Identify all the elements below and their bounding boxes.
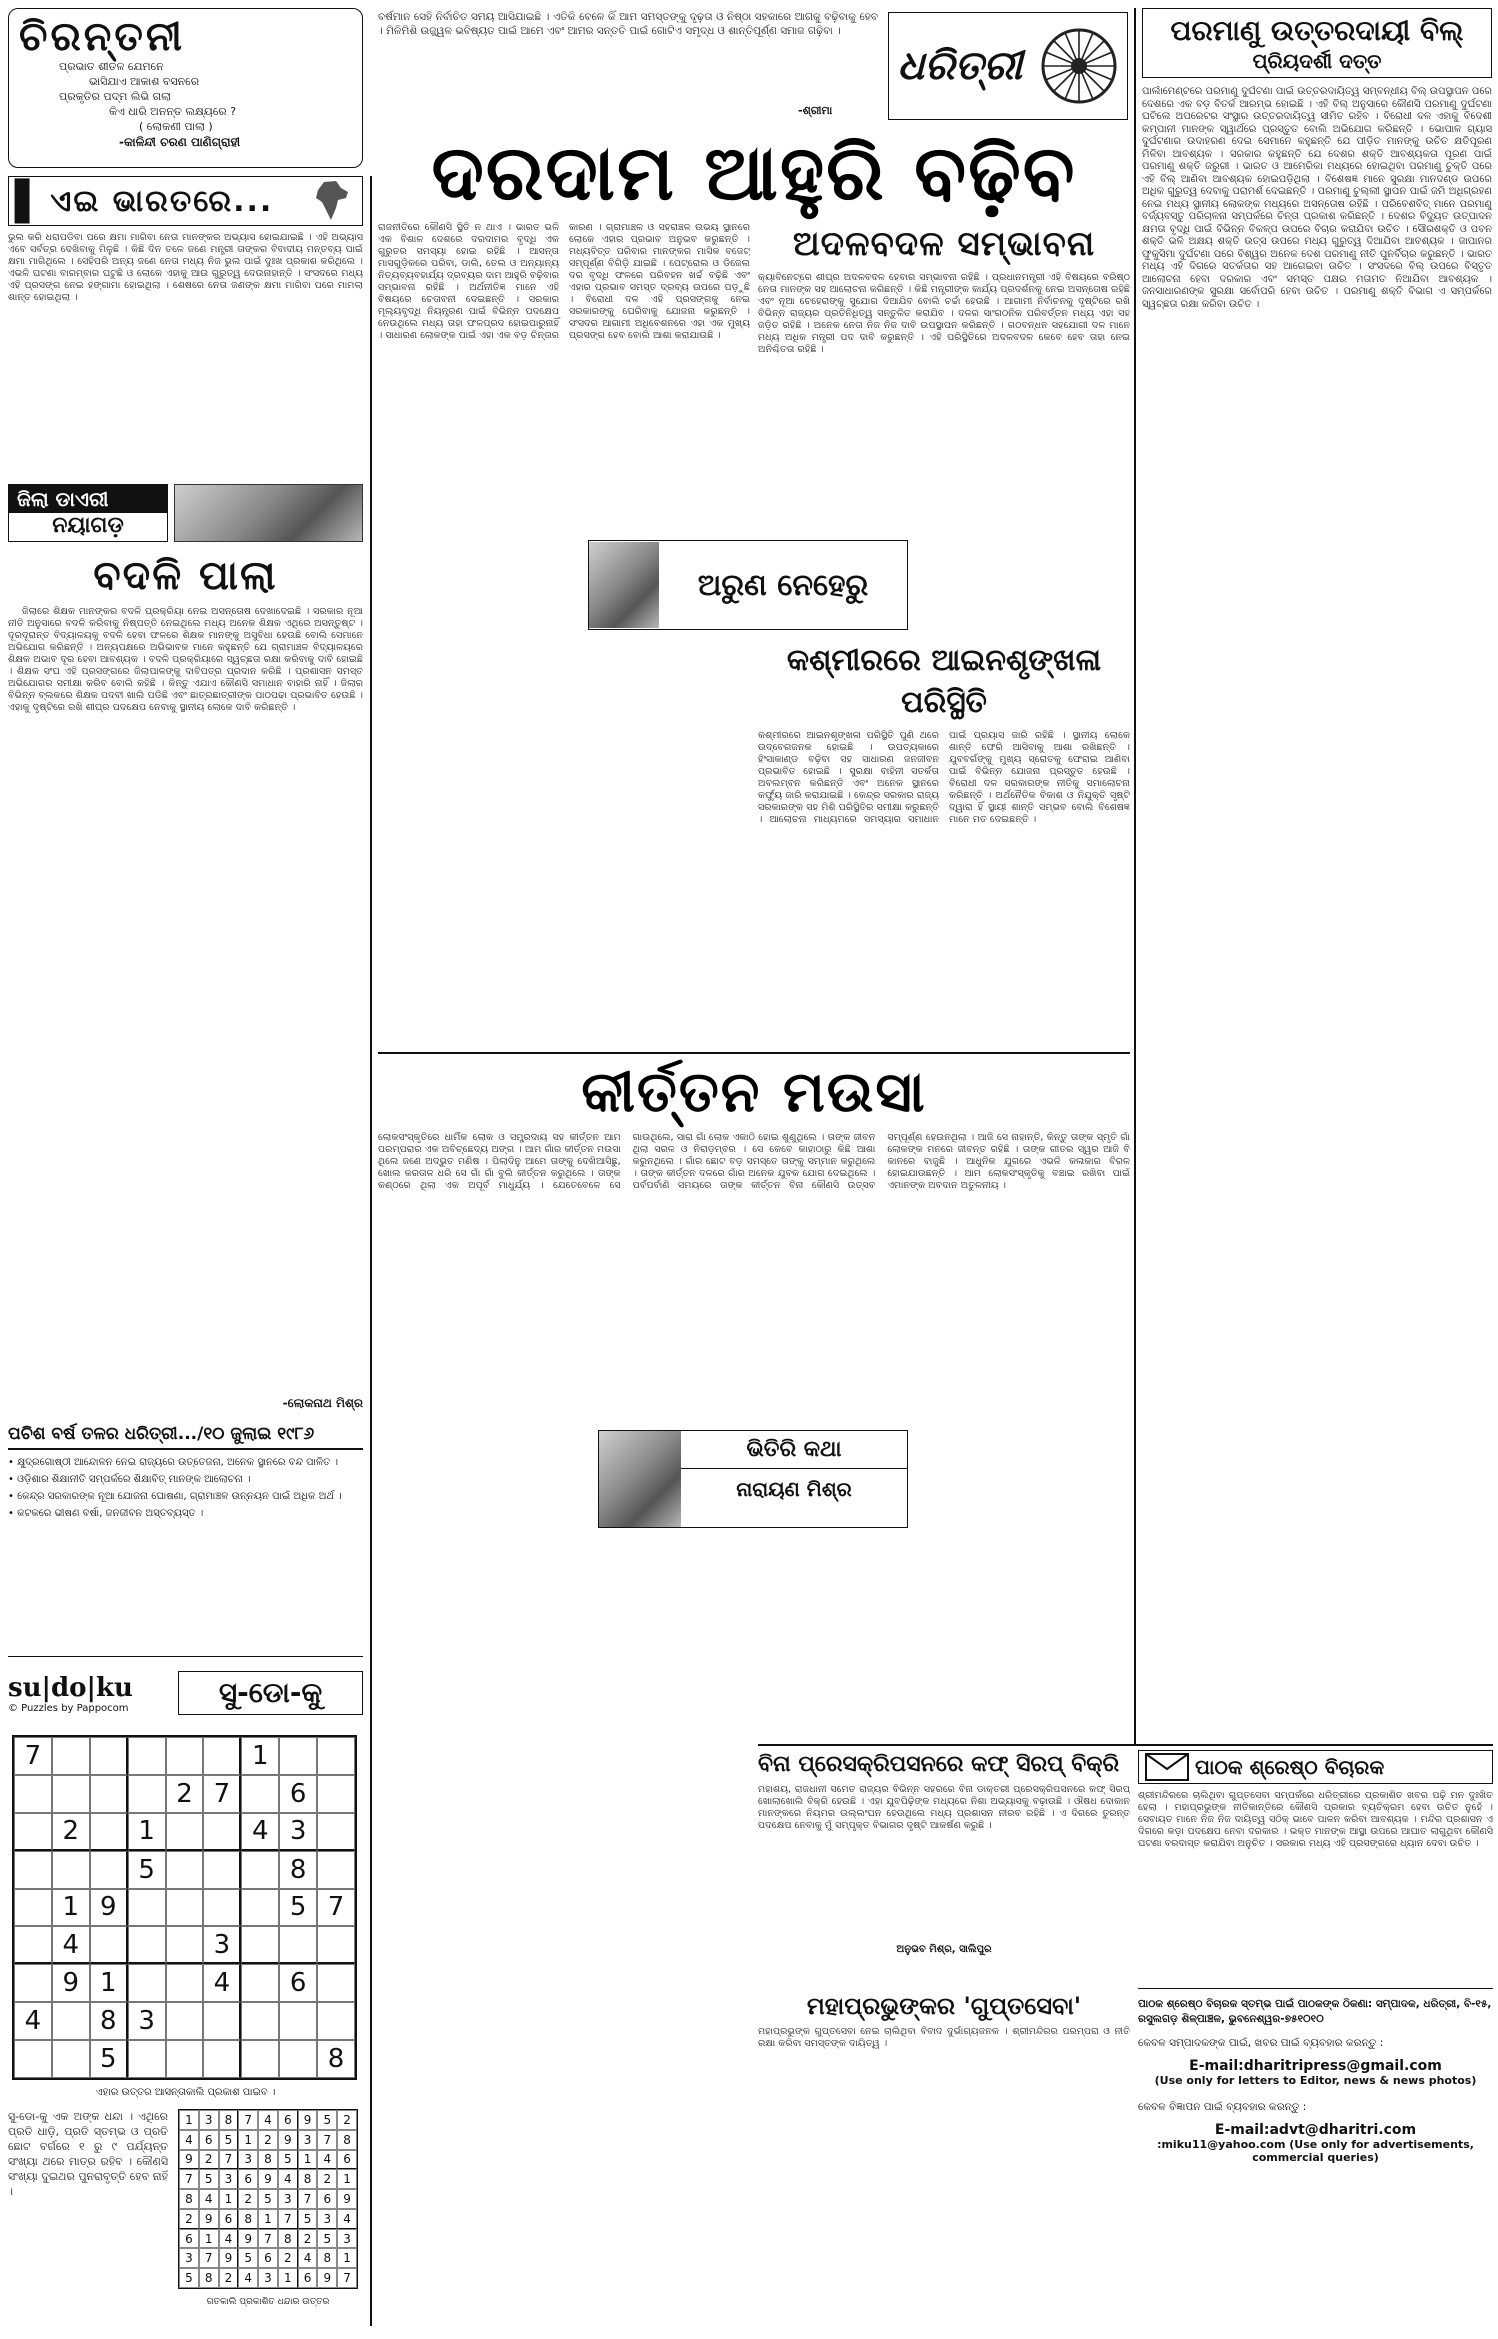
kashmir-headline: କଶ୍ମୀରରେ ଆଇନଶୃଙ୍ଖଳା ପରିସ୍ଥିତି [786,643,1102,720]
sudoku-cell: 2 [52,1813,90,1851]
sudoku-cell [279,1737,317,1775]
adala-headline: ଅଦଳବଦଳ ସମ୍ଭାବନା [792,224,1096,264]
sudoku-cell: 2 [179,2209,199,2229]
sudoku-cell [128,2040,166,2078]
sudoku-cell: 9 [337,2189,357,2209]
pachisha-item: • କଟକରେ ଭୀଷଣ ବର୍ଷା, ଜନଜୀବନ ଅସ୍ତବ୍ୟସ୍ତ । [8,1508,204,1519]
sudoku-cell [14,1926,52,1964]
sudoku-header [8,1663,363,1723]
sudoku-prev-label: ଗତକାଲି ପ୍ରକାଶିତ ଧନ୍ଦାର ଉତ୍ତର [206,2297,330,2307]
sudoku-cell: 5 [298,2209,318,2229]
right-headline: ପରମାଣୁ ଉତ୍ତରଦାୟୀ ବିଲ୍ [1170,14,1464,47]
sudoku-cell [52,1775,90,1813]
sudoku-cell: 4 [241,1813,279,1851]
sudoku-cell [317,1851,355,1889]
sudoku-cell [166,1851,204,1889]
sudoku-title: ସୁ-ଡୋ-କୁ [178,1671,363,1715]
lead-body-text: ରାଜନୀତିରେ କୌଣସି ସ୍ଥିତି ନ ଥାଏ । ଭାରତ ଭଳି ଏକ ବିଶାଳ ଦେଶରେ ଦରଦାମର ବୃଦ୍ଧି ଏକ ଗୁରୁତର ସମସ୍ୟା ହୋଇ ରହିଛି । ଆସନ୍ତା ମାସଗୁଡ଼ିକରେ ପରିବା, ଡାଲି, ତେଲ ଓ ଅନ୍ୟାନ୍ୟ ନିତ୍ୟବ୍ୟବହାର୍ଯ୍ୟ ଦ୍ରବ୍ୟର ଦାମ ଆହୁରି ବଢ଼ିବାର ସମ୍ଭାବନା ରହିଛି । ଅର୍ଥନୀତିଜ୍ଞ ମାନେ ଏହି ବିଷୟରେ ଚେତାବନୀ ଦେଇଛନ୍ତି । ସରକାର ମୂଲ୍ୟବୃଦ୍ଧି ନିୟନ୍ତ୍ରଣ ପାଇଁ ବିଭିନ୍ନ ପଦକ୍ଷେପ ନେଉଥିଲେ ମଧ୍ୟ ତାହା ଫଳପ୍ରଦ ହୋଇପାରୁନାହିଁ । ସାଧାରଣ ଲୋକଙ୍କ ପାଇଁ ଏହା ଏକ ବଡ଼ ଚିନ୍ତାର କାରଣ । ଗ୍ରାମାଞ୍ଚଳ ଓ ସହରାଞ୍ଚଳ ଉଭୟ ସ୍ଥାନରେ ଲୋକେ ଏହାର ପ୍ରଭାବ ଅନୁଭବ କରୁଛନ୍ତି । ମଧ୍ୟବିତ୍ତ ପରିବାର ମାନଙ୍କର ମାସିକ ବଜେଟ୍ ସମ୍ପୂର୍ଣ୍ଣ ବିଗିଡ଼ି ଯାଇଛି । ପେଟ୍ରୋଲ ଓ ଡିଜେଲ ଦର ବୃଦ୍ଧି ଫଳରେ ପରିବହନ ଖର୍ଚ୍ଚ ବଢ଼ିଛି ଏବଂ ଏହାର ପ୍ରଭାବ ସମସ୍ତ ଦ୍ରବ୍ୟ ଉପରେ ପଡ଼ୁଛି । ବିରୋଧୀ ଦଳ ଏହି ପ୍ରସଙ୍ଗକୁ ନେଇ ସରକାରଙ୍କୁ ଘେରିବାକୁ ଯୋଜନା କରୁଛନ୍ତି । ସଂସଦର ଆଗାମୀ ଅଧିବେଶନରେ ଏହା ଏକ ମୁଖ୍ୟ ପ୍ରସଙ୍ଗ ହେବ ବୋଲି ଆଶା କରାଯାଉଛି । [378,222,750,341]
adala-body: କ୍ୟାବିନେଟ୍‌ରେ ଶୀଘ୍ର ଅଦଳବଦଳ ହେବାର ସମ୍ଭାବନା ରହିଛି । ପ୍ରଧାନମନ୍ତ୍ରୀ ଏହି ବିଷୟରେ ବରିଷ୍ଠ ନେତା ମାନଙ୍କ ସହ ଆଲୋଚନା କରିଛନ୍ତି । କିଛି ମନ୍ତ୍ରୀଙ୍କ କାର୍ଯ୍ୟ ପ୍ରଦର୍ଶନକୁ ନେଇ ଅସନ୍ତୋଷ ରହିଛି ଏବଂ ନୂଆ ଚେହେରାଙ୍କୁ ସୁଯୋଗ ଦିଆଯିବ ବୋଲି ଚର୍ଚ୍ଚା ହେଉଛି । ଆଗାମୀ ନିର୍ବାଚନକୁ ଦୃଷ୍ଟିରେ ରଖି ବିଭିନ୍ନ ରାଜ୍ୟର ପ୍ରତିନିଧିତ୍ୱ ସନ୍ତୁଳିତ କରାଯିବ । ଦଳର ସାଂଗଠନିକ ପରିବର୍ତ୍ତନ ମଧ୍ୟ ଏହା ସହ ଜଡ଼ିତ ରହିଛି । ଅନେକ ନେତା ନିଜ ନିଜ ଦାବି ଉପସ୍ଥାପନ କରିଛନ୍ତି । ଗଠବନ୍ଧନ ସହଯୋଗୀ ଦଳ ମାନେ ମଧ୍ୟ ଅଧିକ ମନ୍ତ୍ରୀ ପଦ ଦାବି କରୁଛନ୍ତି । ଏହି ପରିସ୍ଥିତିରେ ଅଦଳବଦଳ କେବେ ହେବ ତାହା ନେଇ ଅନିଶ୍ଚିତତା ରହିଛି । [758,272,1130,355]
contact-section [1138,1988,1493,2332]
pachisha-title: ପଚିଶ ବର୍ଷ ତଳର ଧରିତ୍ରୀ.../୧୦ ଜୁଲାଇ ୧୯୮୬ [8,1424,363,1450]
chirantani-line: କିଏ ଧାରି ଅନନ୍ତ ଲକ୍ଷ୍ୟରେ ? [109,105,237,118]
contact-email1: E-mail:dharitripress@gmail.com [1189,2058,1442,2074]
sudoku-cell: 5 [179,2268,199,2288]
sudoku-cell [317,1775,355,1813]
sudoku-cell: 1 [258,2209,278,2229]
sudoku-cell: 2 [317,2169,337,2189]
sudoku-cell [52,2002,90,2040]
sudoku-cell: 3 [278,2189,298,2209]
byline-photo [589,542,659,628]
zilla-diary-title: ଜିଲା ଡାଏରୀ [9,485,167,513]
kirtana-byline: ନାରାୟଣ ମିଶ୍ର [736,1477,852,1501]
sudoku-cell: 8 [317,2040,355,2078]
lead-byline: ଅରୁଣ ନେହେରୁ [697,567,869,603]
sudoku-grid [12,1735,357,2080]
sudoku-cell [166,1813,204,1851]
zilla-diary-section [8,484,363,544]
pathaka-headline: ପାଠକ ଶ୍ରେଷ୍ଠ ବିଚାରକ [1195,1755,1385,1779]
wheel-logo-icon [1039,26,1119,106]
sudoku-cell: 1 [337,2248,357,2268]
sudoku-cell [241,1851,279,1889]
sudoku-cell: 7 [337,2268,357,2288]
badali-pala-body: ଜିଲାରେ ଶିକ୍ଷକ ମାନଙ୍କର ବଦଳି ପ୍ରକ୍ରିୟା ନେଇ ଅସନ୍ତୋଷ ଦେଖାଦେଇଛି । ସରକାର ନୂଆ ନୀତି ଅନୁସାରେ ବଦଳି କରିବାକୁ ନିଷ୍ପତ୍ତି ନେଇଥିଲେ ମଧ୍ୟ ଅନେକ ଶିକ୍ଷକ ଏଥିରେ ଅସନ୍ତୁଷ୍ଟ । ଦୂରଦୂରାନ୍ତ ବିଦ୍ୟାଳୟକୁ ବଦଳି ହେବା ଫଳରେ ଶିକ୍ଷକ ମାନଙ୍କୁ ଅସୁବିଧା ହେଉଛି ବୋଲି ସେମାନେ ଅଭିଯୋଗ କରିଛନ୍ତି । ଅନ୍ୟପକ୍ଷରେ ଅଭିଭାବକ ମାନେ କହୁଛନ୍ତି ଯେ ଗ୍ରାମାଞ୍ଚଳ ବିଦ୍ୟାଳୟରେ ଶିକ୍ଷକ ଅଭାବ ଦୂର ହେବା ଆବଶ୍ୟକ । ବଦଳି ପ୍ରକ୍ରିୟାରେ ସ୍ୱଚ୍ଛତା ରକ୍ଷା କରିବାକୁ ଦାବି ହୋଇଛି । ଶିକ୍ଷକ ସଂଘ ଏହି ପ୍ରସଙ୍ଗରେ ଜିଲାପାଳଙ୍କୁ ଦାବିପତ୍ର ପ୍ରଦାନ କରିଛି । ପ୍ରଶାସନ ସମସ୍ତ ଅଭିଯୋଗର ସମୀକ୍ଷା କରିବ ବୋଲି କହିଛି । କିନ୍ତୁ ଏଯାଏ କୌଣସି ସମାଧାନ ବାହାରି ନାହିଁ । ଜିଲାର ବିଭିନ୍ନ ବ୍ଲକରେ ଶିକ୍ଷକ ପଦବୀ ଖାଲି ପଡିଛି ଏବଂ ଛାତ୍ରଛାତ୍ରୀଙ୍କ ପାଠପଢା ପ୍ରଭାବିତ ହେଉଛି । ଏହାକୁ ଦୃଷ୍ଟିରେ ରଖି ଶୀଘ୍ର ପଦକ୍ଷେପ ନେବାକୁ ସ୍ଥାନୀୟ ଲୋକେ ଦାବି କରିଛନ୍ତି । [8,606,363,713]
sudoku-cell [241,2002,279,2040]
contact-label1: କେବଳ ସମ୍ପାଦକଙ୍କ ପାଇଁ, ଖବର ପାଇଁ ବ୍ୟବହାର କରନ୍ତୁ : [1138,2037,1384,2049]
sudoku-cell: 7 [258,2229,278,2249]
bracket-left-icon: ▌ [15,179,45,223]
sudoku-cell: 4 [298,2248,318,2268]
sudoku-cell [52,2040,90,2078]
kirtana-byline-text [681,1431,907,1527]
contact-email3: :miku11@yahoo.com (Use only for advertisements, commercial queries) [1157,2138,1474,2164]
sudoku-cell: 4 [317,2150,337,2170]
sudoku-cell: 6 [317,2189,337,2209]
dharitri-logo-text: ଧରିତ୍ରୀ [897,43,1023,89]
ei-bharatare-title: ଏଇ ଭାରତରେ... [50,183,274,219]
sudoku-cell: 5 [258,2189,278,2209]
sudoku-cell: 9 [219,2248,239,2268]
sudoku-cell: 5 [238,2248,258,2268]
sudoku-cell [14,1813,52,1851]
sudoku-cell: 9 [258,2169,278,2189]
sudoku-cell: 8 [298,2169,318,2189]
column-rule [370,176,372,2326]
lead-byline-box [588,540,908,630]
pachisha-item: • କେନ୍ଦ୍ର ସରକାରଙ୍କ ନୂଆ ଯୋଜନା ଘୋଷଣା, ଗ୍ରାମାଞ୍ଚଳ ଉନ୍ନୟନ ପାଇଁ ଅଧିକ ଅର୍ଥ । [8,1491,342,1502]
sudoku-cell: 3 [317,2209,337,2229]
sudoku-cell: 5 [279,1889,317,1927]
sudoku-cell: 4 [14,2002,52,2040]
envelope-icon [1145,1753,1189,1781]
sudoku-cell [128,1964,166,2002]
sudoku-brand-box [8,1673,178,1714]
chirantani-line: ପ୍ରକୃତିର ପଦ୍ମ ଲିଭି ଗଲା [59,90,171,103]
sudoku-cell [317,1926,355,1964]
chirantani-title: ଚିରନ୍ତନୀ [19,14,186,60]
sudoku-cell: 4 [203,1964,241,2002]
sudoku-cell: 6 [219,2209,239,2229]
kirtana-body-text: ଲୋକସଂସ୍କୃତିରେ ଧାର୍ମିକ ଲୋକ ଓ ସମ୍ପ୍ରଦାୟ ସହ କୀର୍ତ୍ତନ ଆମ ପରମ୍ପରାର ଏକ ଅବିଚ୍ଛେଦ୍ୟ ଅଙ୍ଗ । ଆମ ଗାଁର କୀର୍ତ୍ତନ ମଉସା ଥିଲେ ଜଣେ ଅଦ୍ଭୁତ ମଣିଷ । ପିଲାଦିନୁ ଆମେ ତାଙ୍କୁ ଦେଖିଆସିଛୁ, ଖୋଲ କରତାଳ ଧରି ସେ ଗାଁ ଗାଁ ବୁଲି କୀର୍ତ୍ତନ କରୁଥିଲେ । ତାଙ୍କ କଣ୍ଠରେ ଥିଲା ଏକ ଅପୂର୍ବ ମାଧୁର୍ଯ୍ୟ । ଯେତେବେଳେ ସେ ଗାଉଥିଲେ, ସାରା ଗାଁ ଲୋକ ଏକାଠି ହୋଇ ଶୁଣୁଥିଲେ । ତାଙ୍କ ଜୀବନ ଥିଲା ସରଳ ଓ ନିରାଡ଼ମ୍ବର । ସେ କେବେ କାହାଠାରୁ କିଛି ଆଶା କରୁନଥିଲେ । ଗାଁର ଛୋଟ ବଡ଼ ସମସ୍ତେ ତାଙ୍କୁ ସମ୍ମାନ କରୁଥିଲେ । ତାଙ୍କ କୀର୍ତ୍ତନ ଦଳରେ ଗାଁର ଅନେକ ଯୁବକ ଯୋଗ ଦେଇଥିଲେ । ପର୍ବପର୍ବାଣି ସମୟରେ ତାଙ୍କ କୀର୍ତ୍ତନ ବିନା କୌଣସି ଉତ୍ସବ ସମ୍ପୂର୍ଣ୍ଣ ହେଉନଥିଲା । ଆଜି ସେ ନାହାନ୍ତି, କିନ୍ତୁ ତାଙ୍କ ସ୍ମୃତି ଗାଁ ଲୋକଙ୍କ ମନରେ ଜୀବନ୍ତ ରହିଛି । ତାଙ୍କ ଗୀତର ସ୍ୱର ଆଜି ବି କାନରେ ବାଜୁଛି । ଆଧୁନିକ ଯୁଗରେ ଏଭଳି କଳାକାର ବିରଳ ହୋଇଯାଉଛନ୍ତି । ଆମ ଲୋକସଂସ୍କୃତିକୁ ବଞ୍ଚାଇ ରଖିବା ପାଇଁ ଏମାନଙ୍କ ଅବଦାନ ଅତୁଳନୀୟ । [378,1132,1130,1191]
sudoku-cell: 7 [317,1889,355,1927]
sudoku-cell: 4 [337,2209,357,2229]
nayagarh-photo [174,484,363,542]
right-headline-box [1142,8,1492,78]
badali-pala-title: ବଦଳି ପାଲା [93,553,278,599]
masthead [378,8,1130,123]
sudoku-cell: 8 [219,2110,239,2130]
lead-headline: ଦରଦାମ ଆହୁରି ବଢ଼ିବ [431,128,1077,217]
sudoku-cell: 6 [199,2130,219,2150]
sudoku-cell: 9 [179,2150,199,2170]
sudoku-cell [241,1964,279,2002]
sudoku-cell [90,1926,128,1964]
sudoku-section [8,1656,363,2331]
sudoku-cell [241,1775,279,1813]
ei-bharatare-section [8,176,363,476]
sudoku-cell [90,1851,128,1889]
masthead-sig: -ଶ୍ରୀମା [798,104,833,117]
ei-bharatare-body: ଭୁଲ କରି ଧରାପଡିବା ପରେ କ୍ଷମା ମାଗିବା ନେତା ମାନଙ୍କର ଅଭ୍ୟାସ ହୋଇଯାଇଛି । ଏହି ଅଭ୍ୟାସ ଏବେ ସର୍ବତ୍ର ଦେଖିବାକୁ ମିଳୁଛି । କିଛି ଦିନ ତଳେ ଜଣେ ମନ୍ତ୍ରୀ ତାଙ୍କର ବିବାଦୀୟ ମନ୍ତବ୍ୟ ପାଇଁ କ୍ଷମା ମାଗିଥିଲେ । ସେହିପରି ଅନ୍ୟ ଜଣେ ନେତା ମଧ୍ୟ ନିଜ ଭୁଲ ପାଇଁ ଦୁଃଖ ପ୍ରକାଶ କରିଥିଲେ । ଏଭଳି ଘଟଣା ବାରମ୍ବାର ଘଟୁଛି ଓ ଲୋକେ ଏହାକୁ ଆଉ ଗୁରୁତ୍ୱ ଦେଉନାହାନ୍ତି । ସଂସଦରେ ମଧ୍ୟ ଏହି ପ୍ରସଙ୍ଗ ନେଇ ହଙ୍ଗାମା ହୋଇଥିଲା । ଶେଷରେ ନେତା ଜଣଙ୍କ କ୍ଷମା ମାଗିବା ପରେ ମାମଲା ଶାନ୍ତ ହୋଇଥିଲା । [8,232,363,303]
sudoku-cell: 3 [219,2169,239,2189]
sudoku-cell: 1 [337,2169,357,2189]
sudoku-cell: 3 [279,1813,317,1851]
kirtana-author-photo [599,1431,681,1527]
sudoku-cell: 3 [203,1926,241,1964]
masthead-intro: ବର୍ଷମାନ ସେହି ନିର୍ବାଚିତ ସମୟ ଆସିଯାଇଛି । ଏତିକି ବେଳେ କିଁ ଆମ ସମସ୍ତଙ୍କୁ ଦୃଢ଼ତା ଓ ନିଷ୍ଠା ସହକାରେ ଆଗକୁ ବଢ଼ିବାକୁ ହେବ । ମିଳିମିଶି ଉଜ୍ଜ୍ୱଳ ଭବିଷ୍ୟତ ପାଇଁ ଆମେ ଏବଂ ଆମର ସନ୍ତତି ପାଇଁ ଗୋଟିଏ ସମୃଦ୍ଧ ଓ ଶାନ୍ତିପୂର୍ଣ୍ଣ ସମାଜ ଗଢ଼ିବା । [378,11,878,37]
mahaprabhu-body: ମହାପ୍ରଭୁଙ୍କ ଗୁପ୍ତସେବା ନେଇ ଚାଲିଥିବା ବିବାଦ ଦୁର୍ଭାଗ୍ୟଜନକ । ଶ୍ରୀମନ୍ଦିରର ପରମ୍ପରା ଓ ନୀତି ରକ୍ଷା କରିବା ସମସ୍ତଙ୍କ ଦାୟିତ୍ୱ । [758,2026,1130,2049]
sudoku-cell [203,1813,241,1851]
sudoku-cell: 4 [258,2110,278,2130]
sudoku-cell: 6 [258,2248,278,2268]
sudoku-cell: 6 [179,2229,199,2249]
sudoku-cell: 7 [219,2150,239,2170]
sudoku-cell: 7 [298,2189,318,2209]
sudoku-cell: 3 [179,2248,199,2268]
contact-email2: E-mail:advt@dharitri.com [1214,2122,1417,2138]
mahaprabhu-section [758,1990,1130,2110]
sudoku-cell: 5 [278,2150,298,2170]
vina-signature: ଅନୁଭବ ମିଶ୍ର, ସାଲିପୁର [896,1944,992,1955]
badali-pala-section [8,552,363,1422]
sudoku-cell: 2 [238,2189,258,2209]
sudoku-cell [90,1737,128,1775]
sudoku-solution-grid [178,2109,358,2289]
sudoku-cell [166,1926,204,1964]
sudoku-cell: 8 [90,2002,128,2040]
pathaka-body: ଶ୍ରୀମନ୍ଦିରରେ ଚାଲିଥିବା ଗୁପ୍ତସେବା ସମ୍ପର୍କରେ ଧରିତ୍ରୀରେ ପ୍ରକାଶିତ ଖବର ପଢ଼ି ମନ ଦୁଃଖିତ ହେଲା । ମହାପ୍ରଭୁଙ୍କ ନୀତିକାନ୍ତିରେ କୌଣସି ପ୍ରକାର ବ୍ୟତିକ୍ରମ ହେବା ଉଚିତ ନୁହେଁ । ସେବାୟତ ମାନେ ନିଜ ନିଜ ଦାୟିତ୍ୱ ସଠିକ୍ ଭାବେ ପାଳନ କରିବା ଆବଶ୍ୟକ । ମନ୍ଦିର ପ୍ରଶାସନ ଏ ଦିଗରେ କଡ଼ା ପଦକ୍ଷେପ ନେବା ଦରକାର । ଭକ୍ତ ମାନଙ୍କ ଆସ୍ଥା ଉପରେ ଆଘାତ ଲାଗୁଥିବା କୌଣସି ଘଟଣା ବରଦାସ୍ତ କରାଯିବା ଅନୁଚିତ । ସରକାର ମଧ୍ୟ ଏହି ପ୍ରସଙ୍ଗରେ ଧ୍ୟାନ ଦେବା ଉଚିତ । [1138,1790,1493,1849]
sudoku-cell: 4 [199,2189,219,2209]
vina-body: ମହାଶୟ, ରାଜଧାନୀ ସମେତ ରାଜ୍ୟର ବିଭିନ୍ନ ସହରରେ ବିନା ଡାକ୍ତରୀ ପ୍ରେସକ୍ରିପସନରେ କଫ୍ ସିରପ୍ ଖୋଲାଖୋଲି ବିକ୍ରି ହେଉଛି । ଏହା ଯୁବପିଢ଼ିଙ୍କ ମଧ୍ୟରେ ନିଶା ଅଭ୍ୟାସକୁ ବଢ଼ାଉଛି । ଔଷଧ ଦୋକାନ ମାନଙ୍କରେ ନିୟମର ଉଲ୍ଲଂଘନ ହେଉଥିଲେ ମଧ୍ୟ ପ୍ରଶାସନ ନୀରବ ରହିଛି । ଏ ଦିଗରେ ତୁରନ୍ତ ପଦକ୍ଷେପ ନେବାକୁ ମୁଁ ସମ୍ପୃକ୍ତ ବିଭାଗର ଦୃଷ୍ଟି ଆକର୍ଷଣ କରୁଛି । [758,1784,1130,1831]
chirantani-line: ଭାସିଯାଏ ଆକାଶ ବସନରେ [89,75,200,88]
sudoku-cell: 1 [128,1813,166,1851]
sudoku-cell: 1 [90,1964,128,2002]
sudoku-cell [317,2002,355,2040]
sudoku-cell [14,2040,52,2078]
sudoku-cell: 2 [219,2268,239,2288]
sudoku-cell: 2 [258,2130,278,2150]
sudoku-cell: 9 [52,1964,90,2002]
sudoku-cell: 2 [199,2150,219,2170]
vina-section [758,1750,1130,1980]
sudoku-cell [128,1737,166,1775]
sudoku-cell: 1 [179,2110,199,2130]
pathaka-section [1138,1750,1493,1980]
sudoku-cell: 5 [317,2229,337,2249]
chirantani-box [8,8,363,168]
sudoku-cell [128,1775,166,1813]
kirtana-headline: କୀର୍ତ୍ତନ ମଉସା [581,1060,927,1125]
sudoku-cell [128,1889,166,1927]
sudoku-cell: 3 [298,2130,318,2150]
sudoku-cell: 7 [203,1775,241,1813]
right-byline: ପ୍ରିୟଦର୍ଶୀ ଦତ୍ତ [1252,49,1382,73]
sudoku-cell: 9 [199,2209,219,2229]
sudoku-cell [203,1889,241,1927]
sudoku-cell: 4 [52,1926,90,1964]
sudoku-cell: 6 [337,2150,357,2170]
sudoku-cell: 8 [337,2130,357,2150]
sudoku-cell: 1 [241,1737,279,1775]
pathaka-header [1138,1750,1493,1784]
ei-bharatare-header [8,176,363,226]
sudoku-cell: 1 [52,1889,90,1927]
sudoku-cell: 3 [337,2229,357,2249]
sudoku-cell [166,2040,204,2078]
sudoku-cell: 8 [179,2189,199,2209]
sudoku-cell: 8 [279,1851,317,1889]
sudoku-cell: 3 [238,2150,258,2170]
sudoku-cell: 1 [298,2150,318,2170]
sudoku-cell [203,2002,241,2040]
sudoku-cell: 4 [219,2229,239,2249]
sudoku-cell: 8 [238,2209,258,2229]
sudoku-cell [279,2002,317,2040]
sudoku-cell [166,2002,204,2040]
kirtana-column-title: ଭିତିରି କଥା [681,1431,907,1469]
sudoku-cell: 9 [317,2268,337,2288]
pachisha-item: • ଓଡ଼ିଶାର ଶିକ୍ଷାନୀତି ସମ୍ପର୍କରେ ଶିକ୍ଷାବିତ୍ ମାନଙ୍କ ଆଲୋଚନା । [8,1474,251,1485]
sudoku-cell: 5 [219,2130,239,2150]
sudoku-cell: 9 [90,1889,128,1927]
sudoku-cell [317,1737,355,1775]
sudoku-cell [317,1813,355,1851]
sudoku-cell: 7 [14,1737,52,1775]
kashmir-section [758,640,1130,1020]
sudoku-cell: 8 [278,2229,298,2249]
sudoku-brand-sub: © Puzzles by Pappocom [8,1702,129,1714]
sudoku-cell [241,1926,279,1964]
sudoku-cell: 7 [199,2248,219,2268]
sudoku-cell [203,1851,241,1889]
sudoku-cell: 5 [199,2169,219,2189]
sudoku-how-to: ସୁ-ଡୋ-କୁ ଏକ ଅଙ୍କ ଧନ୍ଦା । ଏଥିରେ ପ୍ରତି ଧାଡ଼ି, ପ୍ରତି ସ୍ତମ୍ଭ ଓ ପ୍ରତି ଛୋଟ ବର୍ଗରେ ୧ ରୁ ୯ ପର୍ଯ୍ୟନ୍ତ ସଂଖ୍ୟା ଥରେ ମାତ୍ର ରହିବ । କୌଣସି ସଂଖ୍ୟା ଦୁଇଥର ପୁନରାବୃତ୍ତି ହେବ ନାହିଁ । [8,2110,168,2198]
zilla-diary-label-box [8,484,168,542]
sudoku-cell [279,1926,317,1964]
sudoku-cell: 4 [278,2169,298,2189]
sudoku-cell [166,1737,204,1775]
badali-pala-byline: -ଲୋକନାଥ ମିଶ୍ର [282,1396,363,1410]
kirtana-byline-box [598,1430,908,1528]
sudoku-cell: 6 [238,2169,258,2189]
sudoku-cell: 1 [278,2268,298,2288]
sudoku-cell [166,1964,204,2002]
sudoku-cell: 3 [128,2002,166,2040]
sudoku-cell: 8 [258,2150,278,2170]
sudoku-cell: 4 [238,2268,258,2288]
zilla-diary-place: ନୟାଗଡ଼ [52,513,124,538]
section-rule [378,1052,1130,1054]
sudoku-cell [203,2040,241,2078]
sudoku-cell: 2 [166,1775,204,1813]
contact-intro: ପାଠକ ଶ୍ରେଷ୍ଠ ବିଚାରକ ସ୍ତମ୍ଭ ପାଇଁ ପାଠକଙ୍କ ଠିକଣା: ସମ୍ପାଦକ, ଧରିତ୍ରୀ, ବି-୧୫, ରସୁଲଗଡ଼ ଶିଳ୍ପାଞ୍ଚଳ, ଭୁବନେଶ୍ୱର-୭୫୧୦୧୦ [1138,1998,1492,2025]
chirantani-line: ପ୍ରଭାତ ଶୀତଳ ଯେମନେ [59,60,164,73]
sudoku-cell [14,1889,52,1927]
sudoku-cell: 6 [278,2110,298,2130]
sudoku-cell: 2 [278,2248,298,2268]
sudoku-cell [203,1737,241,1775]
sudoku-cell [52,1737,90,1775]
sudoku-cell: 1 [238,2130,258,2150]
india-map-icon [308,178,354,224]
chirantani-line: ( ଲୋକଣୀ ପାଲା ) [139,120,213,133]
sudoku-cell: 7 [317,2130,337,2150]
section-rule [758,1744,1493,1746]
sudoku-cell: 9 [278,2130,298,2150]
pachisha-section [8,1424,363,1649]
kashmir-body: କଶ୍ମୀରରେ ଆଇନଶୃଙ୍ଖଳା ପରିସ୍ଥିତି ପୁଣି ଥରେ ଉଦ୍‌ବେଗଜନକ ହୋଇଛି । ଉପତ୍ୟକାରେ ହିଂସାକାଣ୍ଡ ବଢ଼ିବା ସହ ସାଧାରଣ ଜନଜୀବନ ପ୍ରଭାବିତ ହୋଇଛି । ସୁରକ୍ଷା ବାହିନୀ ସତର୍କତା ଅବଲମ୍ବନ କରିଛନ୍ତି ଏବଂ ଅନେକ ସ୍ଥାନରେ କର୍ଫ୍ୟୁ ଜାରି କରାଯାଇଛି । କେନ୍ଦ୍ର ସରକାର ରାଜ୍ୟ ସରକାରଙ୍କ ସହ ମିଶି ପରିସ୍ଥିତିର ସମୀକ୍ଷା କରୁଛନ୍ତି । ଆଲୋଚନା ମାଧ୍ୟମରେ ସମସ୍ୟାର ସମାଧାନ ପାଇଁ ପ୍ରୟାସ ଜାରି ରହିଛି । ସ୍ଥାନୀୟ ଲୋକେ ଶାନ୍ତି ଫେରି ଆସିବାକୁ ଆଶା ରଖିଛନ୍ତି । ଯୁବବର୍ଗଙ୍କୁ ମୁଖ୍ୟ ସ୍ରୋତକୁ ଫେରାଇ ଆଣିବା ପାଇଁ ବିଭିନ୍ନ ଯୋଜନା ପ୍ରସ୍ତୁତ ହେଉଛି । ବିରୋଧୀ ଦଳ ସରକାରଙ୍କ ନୀତିକୁ ସମାଲୋଚନା କରିଛନ୍ତି । ଅର୍ଥନୈତିକ ବିକାଶ ଓ ନିଯୁକ୍ତି ସୃଷ୍ଟି ଦ୍ୱାରା ହିଁ ସ୍ଥାୟୀ ଶାନ୍ତି ସମ୍ଭବ ବୋଲି ବିଶେଷଜ୍ଞ ମାନେ ମତ ଦେଇଛନ୍ତି । [758,730,1130,825]
adala-section [758,222,1130,527]
sudoku-cell: 8 [317,2248,337,2268]
sudoku-cell: 2 [337,2110,357,2130]
sudoku-cell: 6 [279,1964,317,2002]
dharitri-logo [888,12,1128,120]
sudoku-cell: 7 [278,2209,298,2229]
sudoku-cell: 5 [317,2110,337,2130]
contact-note1: (Use only for letters to Editor, news & news photos) [1154,2074,1477,2087]
sudoku-cell: 7 [238,2110,258,2130]
chirantani-author: -କାଳିନ୍ଦୀ ଚରଣ ପାଣିଗ୍ରାହୀ [119,135,241,149]
sudoku-cell [52,1851,90,1889]
sudoku-cell: 6 [279,1775,317,1813]
sudoku-cell [90,1775,128,1813]
sudoku-cell [241,1889,279,1927]
sudoku-brand: su|do|ku [8,1672,133,1703]
sudoku-cell [166,1889,204,1927]
sudoku-cell: 3 [258,2268,278,2288]
sudoku-cell: 9 [298,2110,318,2130]
sudoku-cell: 7 [179,2169,199,2189]
pachisha-item: • କ୍ଷୁଦ୍ରଗୋଷ୍ଠୀ ଆନ୍ଦୋଳନ ନେଇ ରାଜ୍ୟରେ ଉତ୍ତେଜନା, ଅନେକ ସ୍ଥାନରେ ବନ୍ଦ ପାଳିତ । [8,1457,338,1468]
sudoku-cell: 1 [199,2229,219,2249]
sudoku-cell: 6 [298,2268,318,2288]
sudoku-cell [279,2040,317,2078]
sudoku-cell: 2 [298,2229,318,2249]
sudoku-cell [14,1964,52,2002]
sudoku-cell: 1 [219,2189,239,2209]
sudoku-cell [241,2040,279,2078]
contact-label2: କେବଳ ବିଜ୍ଞାପନ ପାଇଁ ବ୍ୟବହାର କରନ୍ତୁ : [1138,2101,1307,2113]
sudoku-cell: 9 [238,2229,258,2249]
sudoku-cell: 8 [199,2268,219,2288]
sudoku-cell [128,1926,166,1964]
right-column [1142,8,1492,1740]
mahaprabhu-headline: ମହାପ୍ରଭୁଙ୍କର 'ଗୁପ୍ତସେବା' [806,1992,1082,2020]
right-body: ପାର୍ଲାମେଣ୍ଟରେ ପରମାଣୁ ଦୁର୍ଘଟଣା ପାଇଁ ଉତ୍ତରଦାୟିତ୍ୱ ସମ୍ବନ୍ଧୀୟ ବିଲ୍ ଉପସ୍ଥାପନ ପରେ ଦେଶରେ ଏକ ବଡ଼ ବିତର୍କ ଆରମ୍ଭ ହୋଇଛି । ଏହି ବିଲ୍ ଅନୁସାରେ କୌଣସି ପରମାଣୁ ଦୁର୍ଘଟଣା ଘଟିଲେ ଅପରେଟର ସଂସ୍ଥାର ଉତ୍ତରଦାୟିତ୍ୱ ସୀମିତ ରହିବ । ବିରୋଧୀ ଦଳ ଏହାକୁ ବିଦେଶୀ କମ୍ପାନୀ ମାନଙ୍କ ସ୍ୱାର୍ଥରେ ପ୍ରସ୍ତୁତ ବୋଲି ଅଭିଯୋଗ କରିଛନ୍ତି । ଭୋପାଳ ଗ୍ୟାସ ଦୁର୍ଘଟଣାର ଉଦାହରଣ ଦେଇ ସେମାନେ କହୁଛନ୍ତି ଯେ ପୀଡ଼ିତ ମାନଙ୍କୁ ଉଚିତ କ୍ଷତିପୂରଣ ମିଳିବା ଆବଶ୍ୟକ । ସରକାର କହୁଛନ୍ତି ଯେ ଦେଶର ଶକ୍ତି ଆବଶ୍ୟକତା ପୂରଣ ପାଇଁ ପରମାଣୁ ଶକ୍ତି ଜରୁରୀ । ଭାରତ ଓ ଆମେରିକା ମଧ୍ୟରେ ହୋଇଥିବା ପରମାଣୁ ଚୁକ୍ତି ପରେ ଏହି ବିଲ୍ ଆଣିବା ଆବଶ୍ୟକ ହୋଇପଡ଼ିଥିଲା । ବିଶେଷଜ୍ଞ ମାନେ ସୁରକ୍ଷା ମାନଦଣ୍ଡ ଉପରେ ଅଧିକ ଗୁରୁତ୍ୱ ଦେବାକୁ ପରାମର୍ଶ ଦେଇଛନ୍ତି । ପରମାଣୁ ଚୁଲ୍ଲୀ ସ୍ଥାପନ ପାଇଁ ଜମି ଅଧିଗ୍ରହଣ ନେଇ ମଧ୍ୟ ସ୍ଥାନୀୟ ଲୋକଙ୍କ ମଧ୍ୟରେ ଅସନ୍ତୋଷ ରହିଛି । ପରିବେଶବିତ୍ ମାନେ ପରମାଣୁ ବର୍ଜ୍ୟବସ୍ତୁ ପରିଚାଳନା ସମ୍ପର୍କରେ ଚିନ୍ତା ପ୍ରକାଶ କରିଛନ୍ତି । ଦେଶର ବିଦ୍ୟୁତ ଉତ୍ପାଦନ କ୍ଷମତା ବୃଦ୍ଧି ପାଇଁ ବିଭିନ୍ନ ବିକଳ୍ପ ଉପରେ ବିଚାର କରାଯିବା ଉଚିତ । ସୌରଶକ୍ତି ଓ ପବନ ଶକ୍ତି ଭଳି ଅକ୍ଷୟ ଶକ୍ତି ଉତ୍ସ ଉପରେ ମଧ୍ୟ ଗୁରୁତ୍ୱ ଦିଆଯିବା ଆବଶ୍ୟକ । ଜାପାନର ଫୁକୁସିମା ଦୁର୍ଘଟଣା ପରେ ବିଶ୍ୱର ଅନେକ ଦେଶ ପରମାଣୁ ନୀତି ପୁନର୍ବିଚାର କରୁଛନ୍ତି । ଭାରତ ମଧ୍ୟ ଏହି ଦିଗରେ ସତର୍କତାର ସହ ଆଗେଇବା ଉଚିତ । ସଂସଦରେ ବିଲ୍ ଉପରେ ବିସ୍ତୃତ ଆଲୋଚନା ହେବା ଦରକାର ଏବଂ ସମସ୍ତ ପକ୍ଷର ମତାମତ ନିଆଯିବା ଆବଶ୍ୟକ । ଜନସାଧାରଣଙ୍କ ସୁରକ୍ଷା ସର୍ବୋପରି ହେବା ଉଚିତ । ପରମାଣୁ ଶକ୍ତି ବିଭାଗ ଏ ସମ୍ପର୍କରେ ସ୍ୱଚ୍ଛତା ରକ୍ଷା କରିବା ଉଚିତ । [1142,86,1492,310]
sudoku-cell: 4 [179,2130,199,2150]
sudoku-cell [14,1775,52,1813]
sudoku-cell: 3 [199,2110,219,2130]
sudoku-cell [317,1964,355,2002]
vina-headline: ବିନା ପ୍ରେସକ୍ରିପସନରେ କଫ୍ ସିରପ୍ ବିକ୍ରି [758,1752,1120,1777]
sudoku-cell [90,1813,128,1851]
sudoku-answer-note: ଏହାର ଉତ୍ତର ଆସନ୍ତାକାଲି ପ୍ରକାଶ ପାଇବ । [95,2087,276,2098]
sudoku-cell: 5 [90,2040,128,2078]
column-rule [1134,8,1136,1744]
sudoku-cell [14,1851,52,1889]
sudoku-cell: 5 [128,1851,166,1889]
